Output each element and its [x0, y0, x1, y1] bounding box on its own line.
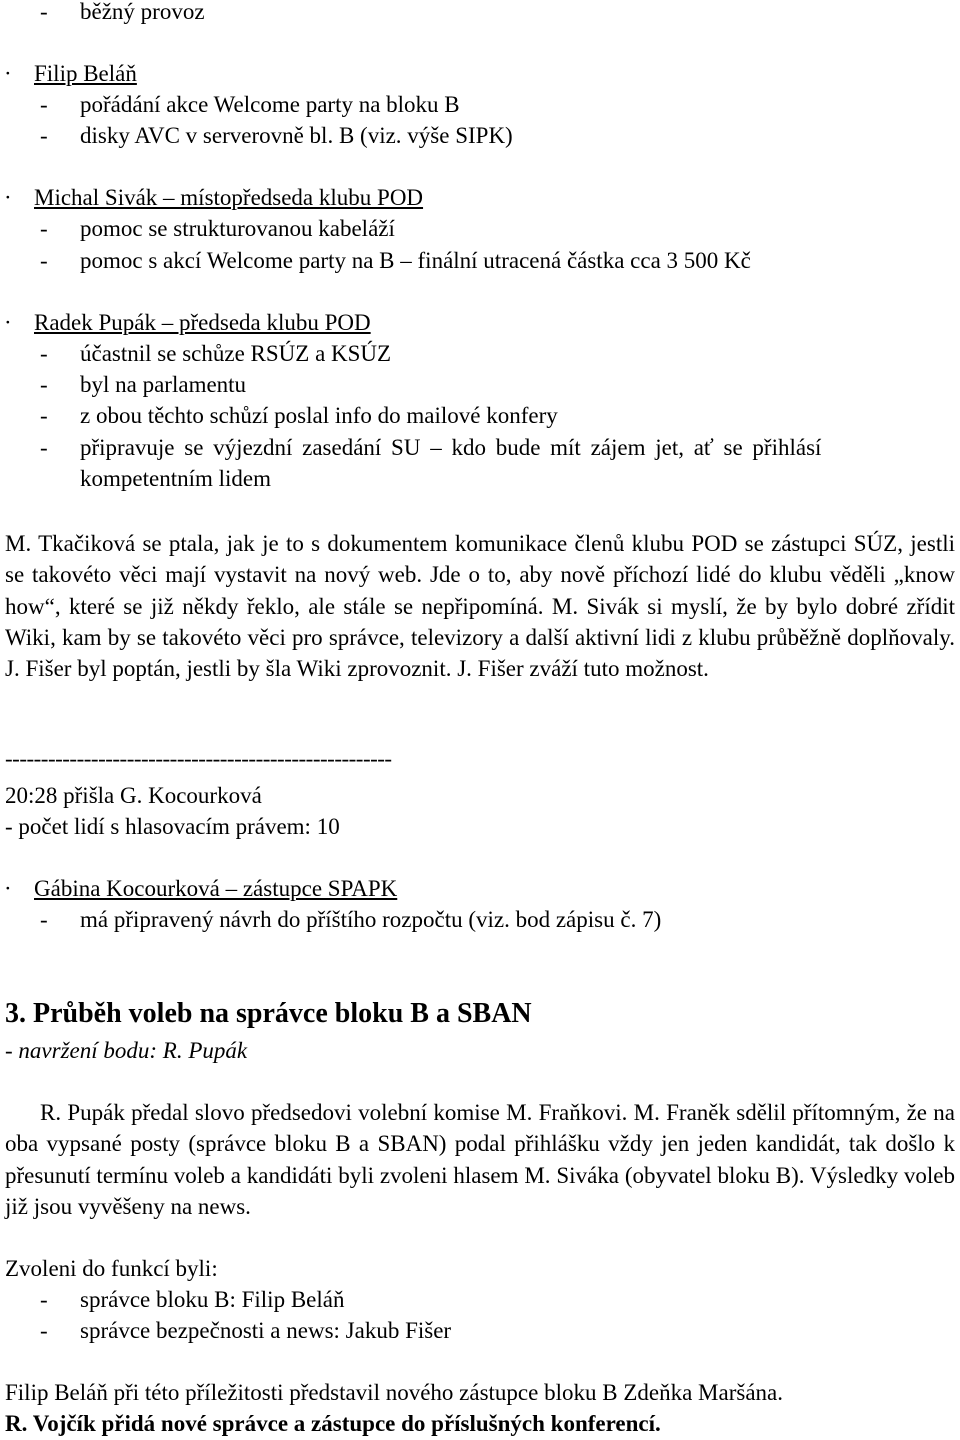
closing-note: Filip Beláň při této příležitosti představil nového zástupce bloku B Zdeňka Maršána.	[5, 1380, 783, 1405]
list-item-text: byl na parlamentu	[80, 372, 247, 397]
dash-marker: -	[40, 216, 48, 241]
dash-marker: -	[40, 1287, 48, 1312]
bullet-marker: ·	[4, 310, 12, 335]
dash-marker: -	[40, 123, 48, 148]
list-item-text: má připravený návrh do příštího rozpočtu (viz. bod zápisu č. 7)	[80, 907, 662, 932]
person-name: Filip Beláň	[34, 61, 137, 86]
dash-marker: -	[40, 341, 48, 366]
paragraph-wiki: M. Tkačiková se ptala, jak je to s dokumentem komunikace členů klubu POD se zástupci SÚZ, jestli se takovéto věci mají vystavit na nový web. Jde o to, aby nově příchozí lidé do klubu věděli „know how“, které se již někdy řeklo, ale stále se nepřipomíná. M. Sivák si myslí, že by bylo dobré zřídit Wiki, kam by se takovéto věci pro správce, televizory a další aktivní lidi z klubu průběžně doplňovaly. J. Fišer byl poptán, jestli by šla Wiki zprovoznit. J. Fišer zváží tuto možnost.	[5, 531, 955, 682]
bullet-marker: ·	[4, 61, 12, 86]
list-item-text: pořádání akce Welcome party na bloku B	[80, 92, 460, 117]
list-item-text: správce bloku B: Filip Beláň	[80, 1287, 345, 1312]
paragraph-elections: R. Pupák předal slovo předsedovi volební komise M. Fraňkovi. M. Franěk sdělil přítomným, že na oba vypsané posty (správce bloku B a SBAN) podal přihlášku vždy jen jeden kandidát, tak došlo k přesunutí termínu voleb a kandidáti byli zvoleni hlasem M. Siváka (obyvatel bloku B). Výsledky voleb již jsou vyvěšeny na news.	[5, 1100, 955, 1219]
list-item-text: kompetentním lidem	[80, 466, 271, 491]
dash-marker: -	[40, 1318, 48, 1343]
list-item-text: z obou těchto schůzí poslal info do mailové konfery	[80, 403, 558, 428]
bullet-marker: ·	[4, 185, 12, 210]
dash-marker: -	[40, 0, 48, 24]
closing-note-bold: R. Vojčík přidá nové správce a zástupce do příslušných konferencí.	[5, 1411, 661, 1436]
section-heading: 3. Průběh voleb na správce bloku B a SBAN	[5, 998, 532, 1029]
list-item-text: běžný provoz	[80, 0, 205, 24]
list-item-text: disky AVC v serverovně bl. B (viz. výše SIPK)	[80, 123, 513, 148]
voters-count: - počet lidí s hlasovacím právem: 10	[5, 814, 340, 839]
bullet-marker: ·	[4, 876, 12, 901]
section-proposer: - navržení bodu: R. Pupák	[5, 1038, 248, 1063]
person-name: Radek Pupák – předseda klubu POD	[34, 310, 371, 335]
separator-line: ------------------------------------------------------	[5, 746, 392, 771]
elected-heading: Zvoleni do funkcí byli:	[5, 1256, 218, 1281]
dash-marker: -	[40, 435, 48, 460]
list-item-text: pomoc s akcí Welcome party na B – finální utracená částka cca 3 500 Kč	[80, 248, 751, 273]
list-item-text: účastnil se schůze RSÚZ a KSÚZ	[80, 341, 392, 366]
arrival-note: 20:28 přišla G. Kocourková	[5, 783, 262, 808]
list-item-text: pomoc se strukturovanou kabeláží	[80, 216, 395, 241]
dash-marker: -	[40, 907, 48, 932]
dash-marker: -	[40, 403, 48, 428]
list-item-text: správce bezpečnosti a news: Jakub Fišer	[80, 1318, 452, 1343]
person-name: Michal Sivák – místopředseda klubu POD	[34, 185, 424, 210]
list-item-text: připravuje se výjezdní zasedání SU – kdo bude mít zájem jet, ať se přihlásí	[80, 435, 822, 460]
dash-marker: -	[40, 92, 48, 117]
person-name: Gábina Kocourková – zástupce SPAPK	[34, 876, 398, 901]
dash-marker: -	[40, 372, 48, 397]
dash-marker: -	[40, 248, 48, 273]
